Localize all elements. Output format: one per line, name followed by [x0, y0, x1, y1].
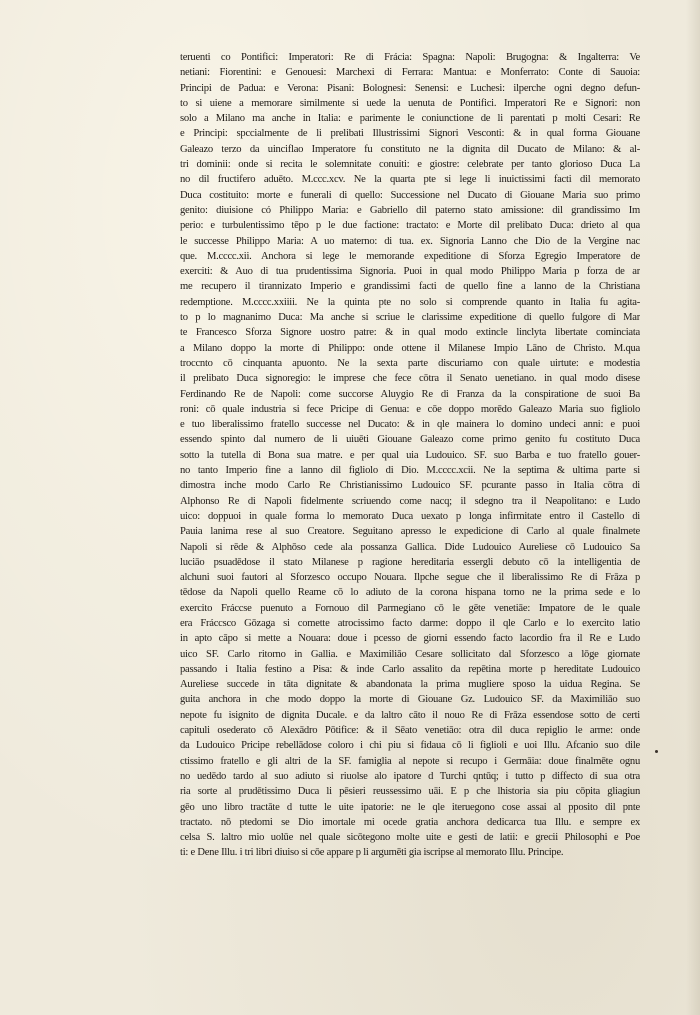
text-line: ti: e Dene Illu. i tri libri diuiso si cōe appare p li argumēti gia iscripse al memorato Illu. Principe. — [180, 847, 564, 859]
text-line: dimostra inche modo Carlo Re Christianissimo Ludouico SF. pcurante passo in Italia cōtra di — [180, 480, 640, 492]
text-line: essendo spinto dal numero de li uiuēti Giouane Galeazo come primo genito fu costituto Duca — [180, 434, 640, 446]
text-line: teruenti co Pontifici: Imperatori: Re di Frácia: Spagna: Napoli: Brugogna: & Ingalterra: Ve — [180, 52, 640, 63]
body-text-block — [180, 50, 640, 861]
text-line: que. M.cccc.xii. Anchora si lege le memorande expeditione di Sforza Egregio Imperatore de — [180, 250, 640, 262]
text-line: no uedēdo tardo al suo adiuto si riuolse alo ipatore d Turchi qntūq; i tutto p diffecto di sua otra — [180, 770, 640, 782]
text-line: gēo uno libro tractāte d tutte le uite ipatorie: ne le qle iteruegono cose assai al pposito dil pnte — [180, 801, 640, 813]
text-line: Ferdinando Re de Napoli: come succorse Aluygio Re di Franza da la conspiratione de suoi Ba — [180, 388, 640, 400]
text-line: exercito Fráccse puenuto a Fornouo dil Parmegiano cō le gēte venetiāe: Impatore de le quale — [180, 602, 640, 614]
text-line: capituli osederato cō Alexādro Pōtifice: & il Sēato venetiāo: otra dil duca repiglio le arme: onde — [180, 725, 640, 737]
text-line: redemptione. M.cccc.xxiiii. Ne la quinta pte no solo si comprende quanto in Italia fu agita- — [180, 296, 640, 308]
text-line: a Milano doppo la morte di Philippo: onde ottene il Milanese Impio Lāno de Christo. M.qua — [180, 342, 640, 354]
text-line: guita anchora in che modo doppo la morte di Giouane Gz. Ludouico SF. da Maximiliāo suo — [180, 694, 640, 706]
text-line: Principi de Padua: e Verona: Pisani: Bolognesi: Senensi: e Luchesi: ilperche ogni degno defun- — [180, 82, 640, 94]
text-line: uico: doppuoi in quale forma lo memorato Duca uexato p longa infirmitate entro il Castello di — [180, 510, 640, 522]
text-line: me recupero il tirannizato Imperio e grandissimi facti de quello fine a lanno de la Christiana — [180, 281, 640, 293]
text-line: to si uiene a memorare similmente si uede la uenuta de Pontifici. Imperatori Re e Signori: non — [180, 97, 640, 109]
text-line: roni: cō quale industria si fece Pricipe di Genua: e cōe doppo morēdo Galeazo Maria suo figliolo — [180, 403, 640, 415]
text-line: passando i Italia festino a Pisa: & inde Carlo assalito da repētina morte p hereditate Ludouico — [180, 663, 640, 675]
text-line: troccnto cō cinquanta apuonto. Ne la sexta parte discuriamo con quale uirtute: e modestia — [180, 357, 640, 369]
text-line: in apto cāpo si mette a Nouara: doue i pcesso de giorni essendo facto lacordio fra il Re e Ludo — [180, 633, 640, 645]
text-line: Duca costituito: morte e funerali di quello: Successione nel Ducato di Giouane Maria suo primo — [180, 189, 640, 201]
text-line: le successe Philippo Maria: A uo materno: di tua. ex. Signoria Lanno che Dio de la Vergine nac — [180, 235, 640, 247]
text-line: Pauia lanima rese al suo Creatore. Seguitano apresso le expedicione di Carlo al quale finalmete — [180, 526, 640, 538]
text-line: Aureliese succede in tāta dignitate & abandonata la prima mugliere sposo la uidua Regina. Se — [180, 679, 640, 691]
text-line: sotto la tutella di Bona sua matre. e per qual uia Ludouico. SF. suo Barba e tuo fratello gouer- — [180, 449, 640, 461]
text-line: tractato. nō ptedomi se Dio imortale mi ocede gratia anchora dedicarca tua Illu. e sempre ex — [180, 816, 640, 828]
text-line: tri dominii: onde si recita le solemnitate conuiti: e giostre: celebrate per tanto glorioso Duca La — [180, 159, 640, 171]
text-line: e tuo liberalissimo fratello successe nel Ducato: & in qle mainera lo domino undeci anni: e puoi — [180, 419, 640, 431]
text-line: netiani: Fiorentini: e Genouesi: Marchexi di Ferrara: Mantua: e Monferrato: Conte di Sauoia: — [180, 67, 640, 79]
text-line: nepote fu isignito de dignita Ducale. e da laltro cāto il nouo Re di Frāza essendose sotto de certi — [180, 709, 640, 721]
text-line: e Principi: spccialmente de li prelibati Illustrissimi Signori Vesconti: & in qual forma Giouane — [180, 128, 640, 140]
text-line: celsa S. laltro mio uolūe nel quale sicōtegono molte uite e gesti de latii: e grecii Philosophi e Poe — [180, 832, 640, 844]
text-line: to p lo magnanimo Duca: Ma anche si scriue le clarissime expeditione di quello fulgore di Mar — [180, 312, 640, 324]
text-line: no dil fructifero aduēto. M.ccc.xcv. Ne la quarta pte si lege li inuictissimi facti dil memorato — [180, 174, 640, 186]
text-line: da Ludouico Pricipe rebellādose coloro i chi piu si fidaua cō li figlioli e uoi Illu. Afcanio suo dile — [180, 740, 640, 752]
text-line: luciāo psuadēdose il stato Milanese p ragione hereditaria essergli debuto cō la intelligentia de — [180, 556, 640, 568]
text-line: ria sorte al prudētissimo Duca li pēsieri reussessimo uāi. E p che lhistoria sia piu cōpita gliagiun — [180, 786, 640, 798]
text-line: ctissimo fratello e gli altri de la SF. famiglia al nepote si recupo i Germāia: doue finalmēte ognu — [180, 755, 640, 767]
text-line: il prelibato Duca signoregio: le imprese che fece cōtra il Senato uenetiano. in qual modo disese — [180, 373, 640, 385]
margin-mark — [655, 750, 658, 753]
text-line: Galeazo terzo da uinciflao Imperatore fu constituto ne la dignita dil Ducato de Milano: & al- — [180, 143, 640, 155]
text-line: Napoli si rēde & Alphōso cede ala possanza Gallica. Dide Ludouico Aureliese cō Ludouico Sa — [180, 541, 640, 553]
text-line: no tanto Imperio fine a lanno dil figliolo di Dio. M.cccc.xcii. Ne la septima & ultima parte si — [180, 465, 640, 477]
text-line: uico SF. Carlo ritorno in Gallia. e Maximiliāo Cesare sollicitato dal Sforzesco a lōge giornate — [180, 648, 640, 660]
text-line: alchuni suoi fautori al Sforzesco occupo Nouara. Ilpche segue che il liberalissimo Re di Frāza p — [180, 572, 640, 584]
page-edge-shadow — [686, 0, 700, 1015]
text-line: era Fráccsco Gōzaga si comette atrocissimo facto darme: doppo il qle Carlo e lo exercito latio — [180, 617, 640, 629]
text-line: genito: diuisione có Philippo Maria: e Gabriello dil paterno stato amissione: dil grandissimo Im — [180, 204, 640, 216]
text-line: Alphonso Re di Napoli fidelmente scriuendo come nacq; il sdegno tra il Neapolitano: e Ludo — [180, 495, 640, 507]
text-line: solo a Milano ma anche in Italia: e parimente le coniunctione de li parentati p molti Cesari: Re — [180, 113, 640, 125]
text-line: exerciti: & Auo di tua prudentissima Signoria. Puoi in qual modo Philippo Maria p forza de ar — [180, 266, 640, 278]
text-line: te Francesco Sforza Signore uostro patre: & in qual modo extincle linclyta libertate cominciata — [180, 327, 640, 339]
text-line: perio: e turbulentissimo tēpo p le due factione: tractato: e Morte dil prelibato Duca: drieto al qua — [180, 220, 640, 232]
text-line: tēdose da Napoli quello Reame cō lo adiuto de la corona hispana torno ne la prima sede e lo — [180, 587, 640, 599]
